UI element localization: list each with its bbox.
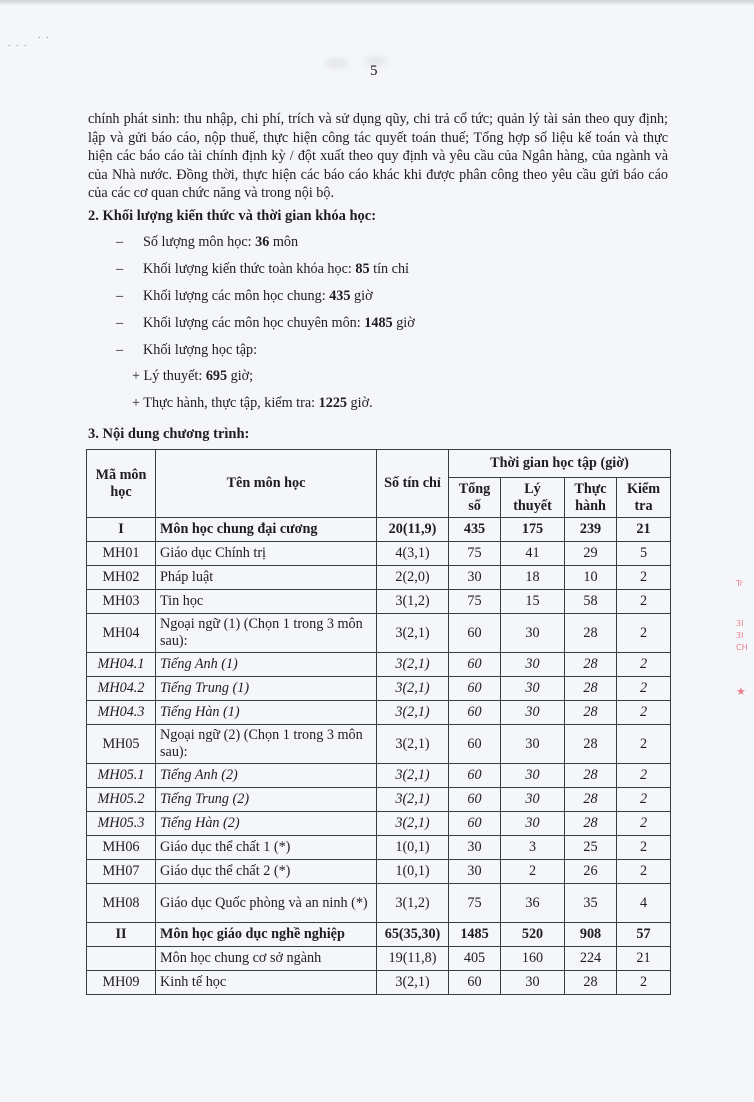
cell-code: MH01 <box>87 542 156 566</box>
cell-total: 75 <box>449 542 501 566</box>
section-2-sublist <box>132 368 373 422</box>
cell-exam: 21 <box>617 947 671 971</box>
header-total: Tổng số <box>449 478 501 518</box>
cell-code: MH06 <box>87 836 156 860</box>
cell-code: MH08 <box>87 884 156 923</box>
table-row <box>87 701 671 725</box>
cell-total: 1485 <box>449 923 501 947</box>
cell-code: I <box>87 518 156 542</box>
cell-total: 75 <box>449 884 501 923</box>
stamp-fragment: Tr <box>736 579 743 588</box>
cell-practice: 28 <box>565 812 617 836</box>
table-body <box>87 518 671 995</box>
cell-code: MH09 <box>87 971 156 995</box>
cell-total: 60 <box>449 764 501 788</box>
table-row <box>87 971 671 995</box>
cell-exam: 2 <box>617 566 671 590</box>
cell-total: 405 <box>449 947 501 971</box>
cell-practice: 29 <box>565 542 617 566</box>
cell-name: Ngoại ngữ (1) (Chọn 1 trong 3 môn sau): <box>156 614 377 653</box>
cell-theory: 30 <box>501 788 565 812</box>
cell-total: 60 <box>449 788 501 812</box>
cell-exam: 2 <box>617 788 671 812</box>
cell-exam: 2 <box>617 614 671 653</box>
cell-name: Tiếng Trung (2) <box>156 788 377 812</box>
cell-name: Môn học chung đại cương <box>156 518 377 542</box>
cell-name: Kinh tế học <box>156 971 377 995</box>
cell-name: Tin học <box>156 590 377 614</box>
scan-speck: · · <box>38 34 51 42</box>
cell-theory: 30 <box>501 764 565 788</box>
cell-name: Tiếng Trung (1) <box>156 677 377 701</box>
cell-credits: 3(2,1) <box>377 764 449 788</box>
table-row <box>87 884 671 923</box>
curriculum-table <box>86 449 671 995</box>
cell-code: II <box>87 923 156 947</box>
cell-credits: 19(11,8) <box>377 947 449 971</box>
dash-icon: – <box>116 288 124 304</box>
cell-code: MH05.2 <box>87 788 156 812</box>
cell-theory: 2 <box>501 860 565 884</box>
cell-practice: 28 <box>565 677 617 701</box>
cell-theory: 3 <box>501 836 565 860</box>
cell-practice: 26 <box>565 860 617 884</box>
cell-name: Giáo dục Chính trị <box>156 542 377 566</box>
cell-name: Pháp luật <box>156 566 377 590</box>
header-name: Tên môn học <box>156 450 377 518</box>
cell-name: Tiếng Hàn (1) <box>156 701 377 725</box>
cell-credits: 65(35,30) <box>377 923 449 947</box>
cell-code: MH05.1 <box>87 764 156 788</box>
cell-theory: 30 <box>501 677 565 701</box>
cell-theory: 520 <box>501 923 565 947</box>
cell-code: MH05 <box>87 725 156 764</box>
cell-credits: 3(2,1) <box>377 725 449 764</box>
cell-practice: 10 <box>565 566 617 590</box>
header-code: Mã môn học <box>87 450 156 518</box>
table-row <box>87 860 671 884</box>
cell-practice: 35 <box>565 884 617 923</box>
cell-total: 435 <box>449 518 501 542</box>
page-number: 5 <box>370 63 378 79</box>
stamp-fragment: 3I <box>736 631 744 640</box>
stamp-fragment: CH <box>736 643 748 652</box>
cell-exam: 2 <box>617 764 671 788</box>
cell-practice: 239 <box>565 518 617 542</box>
cell-name: Giáo dục thể chất 2 (*) <box>156 860 377 884</box>
cell-name: Môn học chung cơ sở ngành <box>156 947 377 971</box>
cell-credits: 1(0,1) <box>377 836 449 860</box>
table-row <box>87 542 671 566</box>
cell-credits: 3(1,2) <box>377 590 449 614</box>
cell-total: 30 <box>449 566 501 590</box>
stamp-fragment: 3I <box>736 619 744 628</box>
cell-code: MH04 <box>87 614 156 653</box>
cell-credits: 3(2,1) <box>377 812 449 836</box>
cell-credits: 1(0,1) <box>377 860 449 884</box>
cell-exam: 2 <box>617 653 671 677</box>
stamp-star-icon: ★ <box>736 685 746 698</box>
cell-total: 60 <box>449 614 501 653</box>
table-row <box>87 653 671 677</box>
cell-total: 60 <box>449 653 501 677</box>
table-row <box>87 518 671 542</box>
table-row <box>87 590 671 614</box>
cell-credits: 3(2,1) <box>377 653 449 677</box>
cell-exam: 2 <box>617 971 671 995</box>
cell-practice: 28 <box>565 788 617 812</box>
dash-icon: – <box>116 315 124 331</box>
cell-theory: 41 <box>501 542 565 566</box>
cell-code: MH03 <box>87 590 156 614</box>
table-row <box>87 836 671 860</box>
cell-total: 30 <box>449 860 501 884</box>
cell-credits: 3(2,1) <box>377 971 449 995</box>
cell-credits: 20(11,9) <box>377 518 449 542</box>
cell-code: MH04.3 <box>87 701 156 725</box>
header-exam: Kiểm tra <box>617 478 671 518</box>
cell-code: MH04.1 <box>87 653 156 677</box>
cell-theory: 30 <box>501 971 565 995</box>
cell-exam: 5 <box>617 542 671 566</box>
table-row <box>87 566 671 590</box>
table-row <box>87 725 671 764</box>
cell-total: 60 <box>449 971 501 995</box>
cell-credits: 3(2,1) <box>377 614 449 653</box>
cell-credits: 4(3,1) <box>377 542 449 566</box>
cell-exam: 2 <box>617 836 671 860</box>
section-2-heading: 2. Khối lượng kiến thức và thời gian khóa học: <box>88 208 377 224</box>
sub-list-item: + Thực hành, thực tập, kiểm tra: 1225 giờ. <box>132 395 373 411</box>
cell-theory: 175 <box>501 518 565 542</box>
cell-credits: 3(2,1) <box>377 788 449 812</box>
table-row <box>87 788 671 812</box>
cell-theory: 30 <box>501 701 565 725</box>
table-row <box>87 614 671 653</box>
cell-credits: 3(2,1) <box>377 701 449 725</box>
cell-theory: 30 <box>501 653 565 677</box>
cell-total: 30 <box>449 836 501 860</box>
cell-practice: 28 <box>565 725 617 764</box>
header-practice: Thực hành <box>565 478 617 518</box>
cell-code: MH07 <box>87 860 156 884</box>
list-item: – Khối lượng các môn học chuyên môn: 1485 giờ <box>116 315 415 342</box>
cell-practice: 28 <box>565 971 617 995</box>
cell-name: Giáo dục Quốc phòng và an ninh (*) <box>156 884 377 923</box>
cell-practice: 58 <box>565 590 617 614</box>
cell-theory: 15 <box>501 590 565 614</box>
cell-total: 75 <box>449 590 501 614</box>
header-time-group: Thời gian học tập (giờ) <box>449 450 671 478</box>
cell-practice: 908 <box>565 923 617 947</box>
header-credits: Số tín chỉ <box>377 450 449 518</box>
scan-speck: · · · <box>8 42 29 50</box>
dash-icon: – <box>116 234 124 250</box>
scan-top-edge <box>0 0 754 5</box>
cell-code: MH05.3 <box>87 812 156 836</box>
cell-credits: 3(1,2) <box>377 884 449 923</box>
list-item: – Khối lượng kiến thức toàn khóa học: 85 tín chỉ <box>116 261 415 288</box>
cell-practice: 28 <box>565 653 617 677</box>
header-theory: Lý thuyết <box>501 478 565 518</box>
cell-exam: 21 <box>617 518 671 542</box>
dash-icon: – <box>116 261 124 277</box>
cell-theory: 36 <box>501 884 565 923</box>
cell-exam: 2 <box>617 677 671 701</box>
table-row <box>87 764 671 788</box>
cell-name: Giáo dục thể chất 1 (*) <box>156 836 377 860</box>
dash-icon: – <box>116 342 124 358</box>
cell-practice: 28 <box>565 764 617 788</box>
list-item: – Số lượng môn học: 36 môn <box>116 234 415 261</box>
table-row <box>87 677 671 701</box>
cell-name: Ngoại ngữ (2) (Chọn 1 trong 3 môn sau): <box>156 725 377 764</box>
cell-theory: 18 <box>501 566 565 590</box>
cell-exam: 2 <box>617 725 671 764</box>
cell-name: Tiếng Anh (2) <box>156 764 377 788</box>
cell-exam: 4 <box>617 884 671 923</box>
cell-total: 60 <box>449 677 501 701</box>
cell-practice: 28 <box>565 614 617 653</box>
cell-code: MH02 <box>87 566 156 590</box>
cell-total: 60 <box>449 812 501 836</box>
cell-name: Môn học giáo dục nghề nghiệp <box>156 923 377 947</box>
cell-exam: 57 <box>617 923 671 947</box>
cell-practice: 25 <box>565 836 617 860</box>
cell-name: Tiếng Hàn (2) <box>156 812 377 836</box>
table-row <box>87 947 671 971</box>
intro-paragraph: chính phát sinh: thu nhập, chi phí, trích và sử dụng qũy, chi trả cổ tức; quản lý tài sản theo quy định; lập và gửi báo cáo, nộp thuế, thực hiện công tác quyết toán thuế; Tổng hợp số liệu kế toán và thực hiện các báo cáo tài chính định kỳ / đột xuất theo quy định và yêu cầu của Ngân hàng, của ngành và của Nhà nước. Đồng thời, thực hiện các báo cáo khác khi được phân công theo yêu cầu gửi báo cáo của các cơ quan chức năng và trong nội bộ. <box>88 111 668 202</box>
list-item: – Khối lượng các môn học chung: 435 giờ <box>116 288 415 315</box>
list-item: – Khối lượng học tập: <box>116 342 415 369</box>
cell-theory: 30 <box>501 812 565 836</box>
cell-practice: 224 <box>565 947 617 971</box>
cell-exam: 2 <box>617 590 671 614</box>
cell-code <box>87 947 156 971</box>
cell-total: 60 <box>449 701 501 725</box>
cell-total: 60 <box>449 725 501 764</box>
table-row <box>87 812 671 836</box>
cell-exam: 2 <box>617 812 671 836</box>
scan-smudge <box>325 58 349 68</box>
cell-exam: 2 <box>617 701 671 725</box>
cell-credits: 3(2,1) <box>377 677 449 701</box>
cell-credits: 2(2,0) <box>377 566 449 590</box>
cell-theory: 160 <box>501 947 565 971</box>
cell-exam: 2 <box>617 860 671 884</box>
cell-theory: 30 <box>501 725 565 764</box>
sub-list-item: + Lý thuyết: 695 giờ; <box>132 368 254 384</box>
section-3-heading: 3. Nội dung chương trình: <box>88 426 250 442</box>
cell-code: MH04.2 <box>87 677 156 701</box>
table-row <box>87 923 671 947</box>
section-2-list <box>116 234 415 369</box>
cell-practice: 28 <box>565 701 617 725</box>
cell-theory: 30 <box>501 614 565 653</box>
cell-name: Tiếng Anh (1) <box>156 653 377 677</box>
